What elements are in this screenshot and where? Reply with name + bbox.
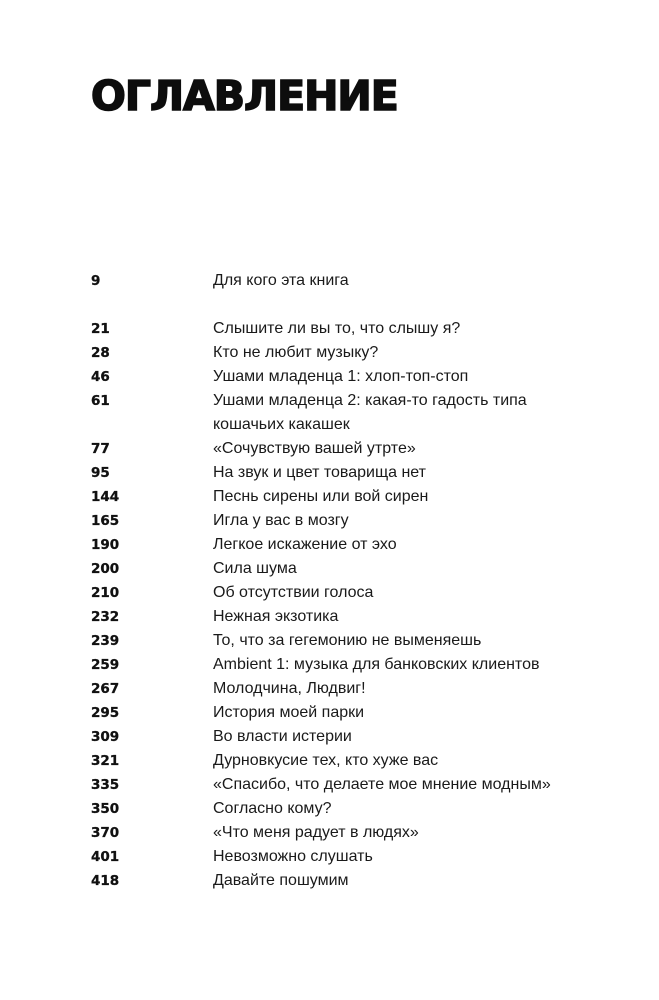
toc-chapter-title: Песнь сирены или вой сирен: [213, 488, 429, 505]
toc-entry: [0, 461, 659, 485]
toc-page-number: 370: [91, 825, 120, 841]
toc-chapter-title: Нежная экзотика: [213, 608, 339, 625]
toc-chapter-title: Ушами младенца 1: хлоп-топ-стоп: [213, 368, 469, 385]
toc-page-number: 239: [91, 633, 120, 649]
toc-chapter-title: Дурновкусие тех, кто хуже вас: [213, 752, 439, 769]
page-title: ОГЛАВЛЕНИЕ: [91, 72, 398, 120]
toc-chapter-title: На звук и цвет товарища нет: [213, 464, 426, 481]
toc-entry: [0, 677, 659, 701]
toc-chapter-title: «Сочувствую вашей утрте»: [213, 440, 416, 457]
toc-chapter-title: Ушами младенца 2: какая-то гадость типа кошачьих какашек: [213, 392, 527, 433]
toc-entry: [0, 749, 659, 773]
toc-entry: [0, 437, 659, 461]
toc-chapter-title: «Спасибо, что делаете мое мнение модным»: [213, 776, 551, 793]
toc-chapter-title: То, что за гегемонию не выменяешь: [213, 632, 482, 649]
toc-entry: [0, 485, 659, 509]
toc-entry: [0, 773, 659, 797]
toc-page-number: 259: [91, 657, 120, 673]
toc-entry: [0, 821, 659, 845]
toc-entry: [0, 509, 659, 533]
toc-chapter-title: Слышите ли вы то, что слышу я?: [213, 320, 461, 337]
toc-page-number: 190: [91, 537, 120, 553]
toc-chapter-title: Кто не любит музыку?: [213, 344, 379, 361]
toc-chapter-title: Давайте пошумим: [213, 872, 349, 889]
toc-page-number: 28: [91, 345, 110, 361]
toc-chapter-title: Молодчина, Людвиг!: [213, 680, 366, 697]
toc-chapter-title: Ambient 1: музыка для банковских клиентов: [213, 656, 540, 673]
toc-page-number: 165: [91, 513, 120, 529]
toc-page-number: 46: [91, 369, 110, 385]
toc-entry: [0, 389, 659, 437]
toc-chapter-title: Легкое искажение от эхо: [213, 536, 397, 553]
toc-page-number: 401: [91, 849, 120, 865]
toc-chapter-title: «Что меня радует в людях»: [213, 824, 419, 841]
toc-entry: [0, 797, 659, 821]
toc-entry: [0, 629, 659, 653]
toc-page-number: 77: [91, 441, 110, 457]
toc-page-number: 9: [91, 273, 101, 289]
toc-chapter-title: История моей парки: [213, 704, 365, 721]
toc-chapter-title: Невозможно слушать: [213, 848, 373, 865]
toc-entry: [0, 701, 659, 725]
toc-chapter-title: Для кого эта книга: [213, 272, 349, 289]
toc-entry: [0, 605, 659, 629]
toc-entry: [0, 845, 659, 869]
toc-page-number: 335: [91, 777, 120, 793]
toc-entry: [0, 869, 659, 893]
toc-page-number: 210: [91, 585, 120, 601]
toc-entry: [0, 653, 659, 677]
toc-entry: [0, 533, 659, 557]
toc-page-number: 350: [91, 801, 120, 817]
toc-page-number: 21: [91, 321, 110, 337]
toc-page-number: 95: [91, 465, 110, 481]
toc-page-number: 232: [91, 609, 120, 625]
toc-chapter-title: Согласно кому?: [213, 800, 332, 817]
toc-page-number: 61: [91, 393, 110, 409]
toc-chapter-title: Об отсутствии голоса: [213, 584, 374, 601]
toc-page-number: 321: [91, 753, 120, 769]
toc-page-number: 144: [91, 489, 120, 505]
toc-entry: [0, 365, 659, 389]
toc-page-number: 309: [91, 729, 120, 745]
toc-entry: [0, 341, 659, 365]
toc-page-number: 418: [91, 873, 120, 889]
toc-page-number: 200: [91, 561, 120, 577]
toc-entry: [0, 317, 659, 341]
toc-chapter-title: Игла у вас в мозгу: [213, 512, 349, 529]
toc-entry: [0, 581, 659, 605]
toc-chapter-title: Во власти истерии: [213, 728, 352, 745]
toc-entry: [0, 557, 659, 581]
toc-page-number: 295: [91, 705, 120, 721]
toc-chapter-title: Сила шума: [213, 560, 297, 577]
toc-entry: [0, 725, 659, 749]
toc-page-number: 267: [91, 681, 120, 697]
toc-entry: [0, 269, 659, 293]
